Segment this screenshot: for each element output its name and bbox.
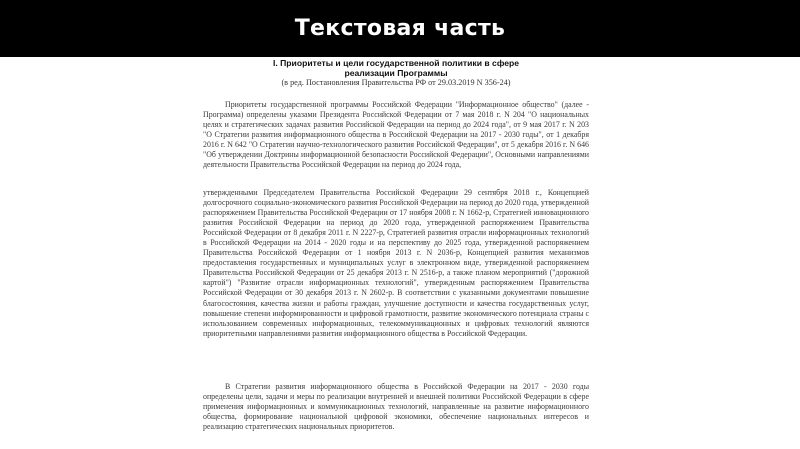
paragraph-2: утвержденными Председателем Правительства Российской Федерации 29 сентября 2018 г., Концепцией долгосрочного социально-экономического развития Российской Федерации на период до 2020 года, утвержденной распоряжением Правительства Российской Федерации от 17 ноября 2008 г. N 1662-р, Стратегией инновационного развития Российской Федерации на период до 2020 года, утвержденной распоряжением Правительства Российской Федерации от 8 декабря 2011 г. N 2227-р, Стратегией развития отрасли информационных технологий в Российской Федерации на 2014 - 2020 годы и на перспективу до 2025 года, утвержденной распоряжением Правительства Российской Федерации от 1 ноября 2013 г. N 2036-р, Концепцией развития механизмов предоставления государственных и муниципальных услуг в электронном виде, утвержденной распоряжением Правительства Российской Федерации от 25 декабря 2013 г. N 2516-р, а также планом мероприятий ("дорожной картой") "Развитие отрасли информационных технологий", утвержденным распоряжением Правительства Российской Федерации от 30 декабря 2013 г. N 2602-р. В соответствии с указанными документами повышение благосостояния, качества жизни и работы граждан, улучшение доступности и качества государственных услуг, повышение степени информированности и цифровой грамотности, развитие экономического потенциала страны с использованием современных информационных, телекоммуникационных и цифровых технологий являются приоритетными направлениями развития информационного общества в Российской Федерации. — [203, 188, 589, 338]
title-bar — [0, 0, 800, 57]
edition-note: (в ред. Постановления Правительства РФ от 29.03.2019 N 356-24) — [281, 78, 511, 87]
section-heading — [203, 58, 589, 78]
paragraph-1: Приоритеты государственной программы Российской Федерации "Информационное общество" (далее - Программа) определены указами Президента Российской Федерации от 7 мая 2018 г. N 204 "О национальных целях и стратегических задачах развития Российской Федерации на период до 2024 года", от 9 мая 2017 г. N 203 "О Стратегии развития информационного общества в Российской Федерации на 2017 - 2030 годы", от 1 декабря 2016 г. N 642 "О Стратегии научно-технологического развития Российской Федерации", от 5 декабря 2016 г. N 646 "Об утверждении Доктрины информационной безопасности Российской Федерации", Основными направлениями деятельности Правительства Российской Федерации на период до 2024 года, — [203, 100, 589, 170]
slide-title: Текстовая часть — [294, 16, 506, 41]
paragraph-3: В Стратегии развития информационного общества в Российской Федерации на 2017 - 2030 годы определены цели, задачи и меры по реализации внутренней и внешней политики Российской Федерации в сфере применения информационных и коммуникационных технологий, направленные на развитие информационного общества, формирование национальной цифровой экономики, обеспечение национальных интересов и реализацию стратегических национальных приоритетов. — [203, 382, 589, 432]
section-heading-line2: реализации Программы — [344, 68, 448, 78]
document-excerpt — [203, 57, 589, 449]
section-heading-line1: I. Приоритеты и цели государственной политики в сфере — [272, 58, 520, 68]
